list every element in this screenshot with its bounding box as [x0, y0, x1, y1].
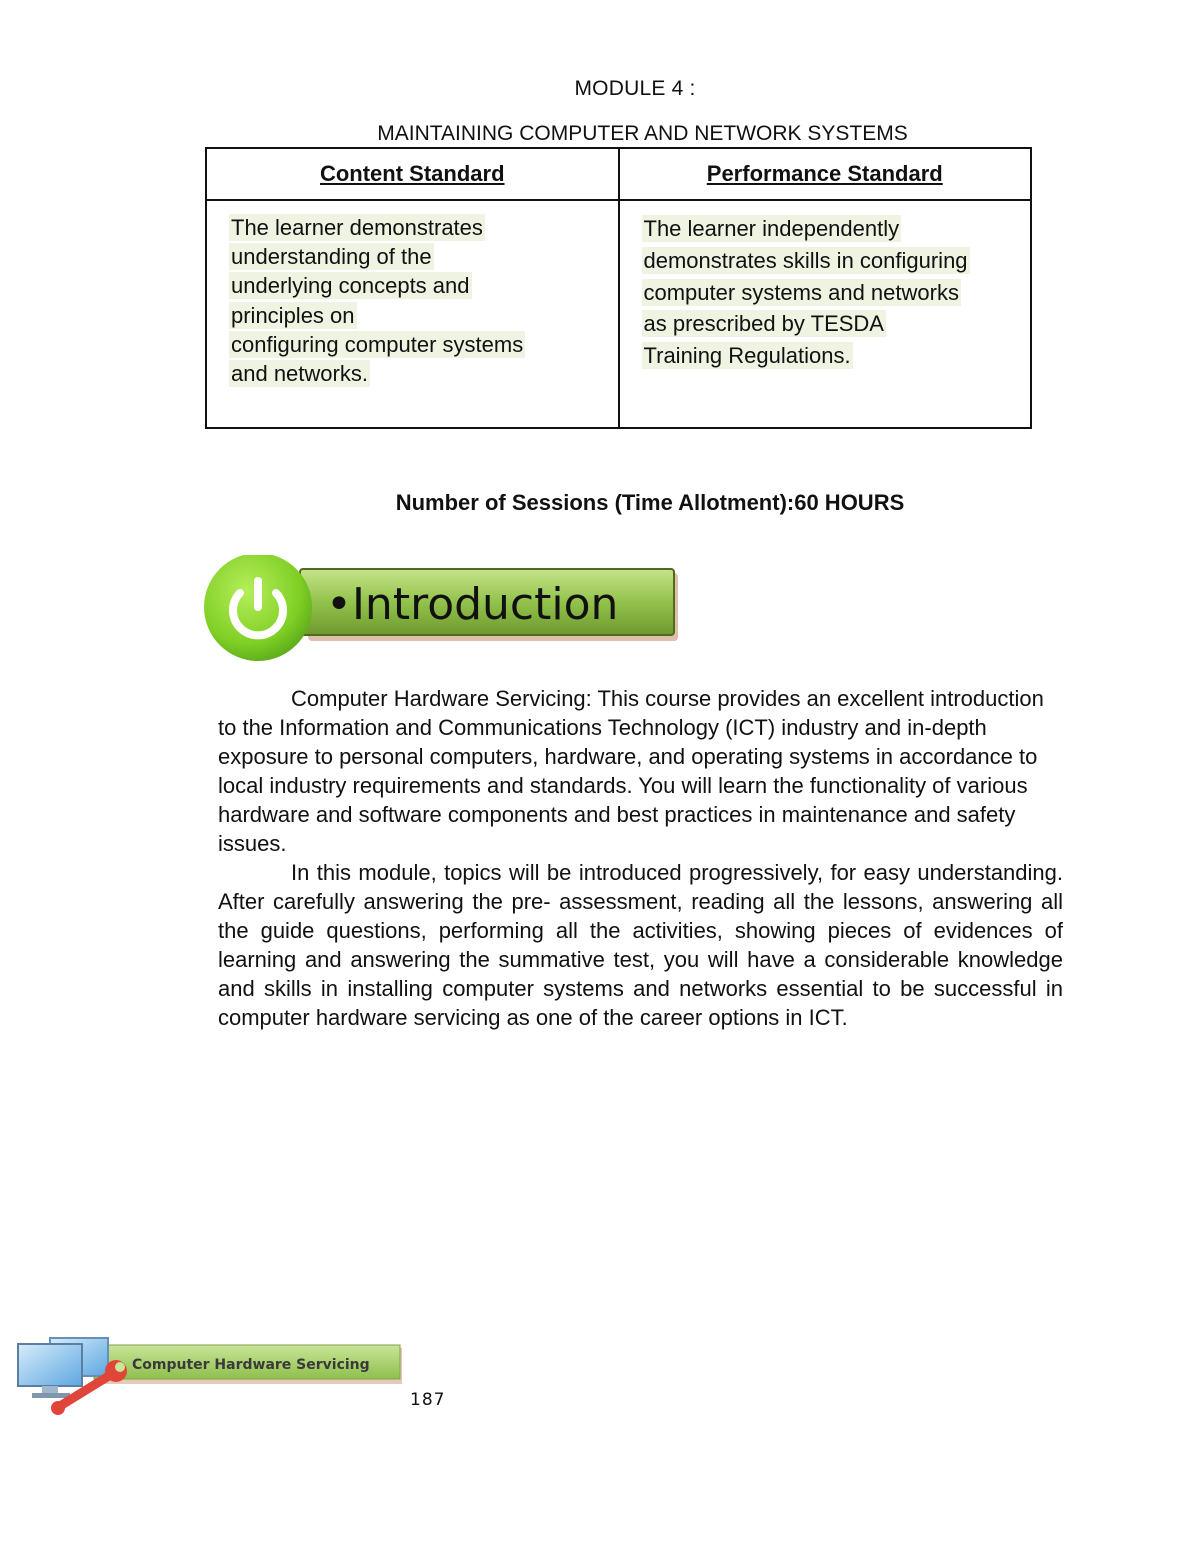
intro-paragraph-1: Computer Hardware Servicing: This course provides an excellent introduction to the Information and Communications Technology (ICT) industry and in-depth exposure to personal computers, hardware, and operating systems in accordance to local industry requirements and standards. You will learn the functionality of various hardware and software components and best practices in maintenance and safety issues.: [218, 686, 1044, 856]
standards-table: [205, 147, 1032, 429]
content-line: principles on: [231, 302, 355, 328]
content-line: configuring computer systems: [231, 331, 524, 357]
performance-line: The learner independently: [643, 216, 900, 241]
performance-line: demonstrates skills in configuring: [643, 247, 968, 273]
performance-standard-header: Performance Standard: [619, 148, 1032, 200]
performance-standard-cell: [619, 200, 1032, 428]
content-standard-header: Content Standard: [206, 148, 619, 200]
performance-line: computer systems and networks: [643, 279, 959, 305]
performance-line: as prescribed by TESDA: [643, 311, 884, 337]
content-line: understanding of the: [231, 244, 432, 270]
computer-hardware-servicing-logo: [12, 1336, 412, 1416]
performance-line: Training Regulations.: [643, 343, 851, 369]
introduction-body: [218, 684, 1063, 1032]
introduction-label: •Introduction: [326, 579, 619, 630]
module-heading: MODULE 4 :: [574, 77, 696, 100]
page-number: 187: [410, 1390, 446, 1410]
content-line: The learner demonstrates: [231, 215, 483, 240]
content-line: underlying concepts and: [231, 273, 470, 299]
content-line: and networks.: [231, 361, 368, 387]
intro-paragraph-2: In this module, topics will be introduced progressively, for easy understanding. After carefully answering the pre- assessment, reading all the lessons, answering all the guide questions, performing all the activities, showing pieces of evidences of learning and answering the summative test, you will have a considerable knowledge and skills in installing computer systems and networks essential to be successful in computer hardware servicing as one of the career options in ICT.: [218, 860, 1063, 1030]
module-title: MAINTAINING COMPUTER AND NETWORK SYSTEMS: [377, 122, 908, 145]
footer-logo: [12, 636, 412, 716]
content-standard-cell: [206, 200, 619, 428]
footer-logo-label: Computer Hardware Servicing: [132, 1357, 370, 1373]
sessions-allotment: Number of Sessions (Time Allotment):60 HOURS: [395, 490, 905, 515]
